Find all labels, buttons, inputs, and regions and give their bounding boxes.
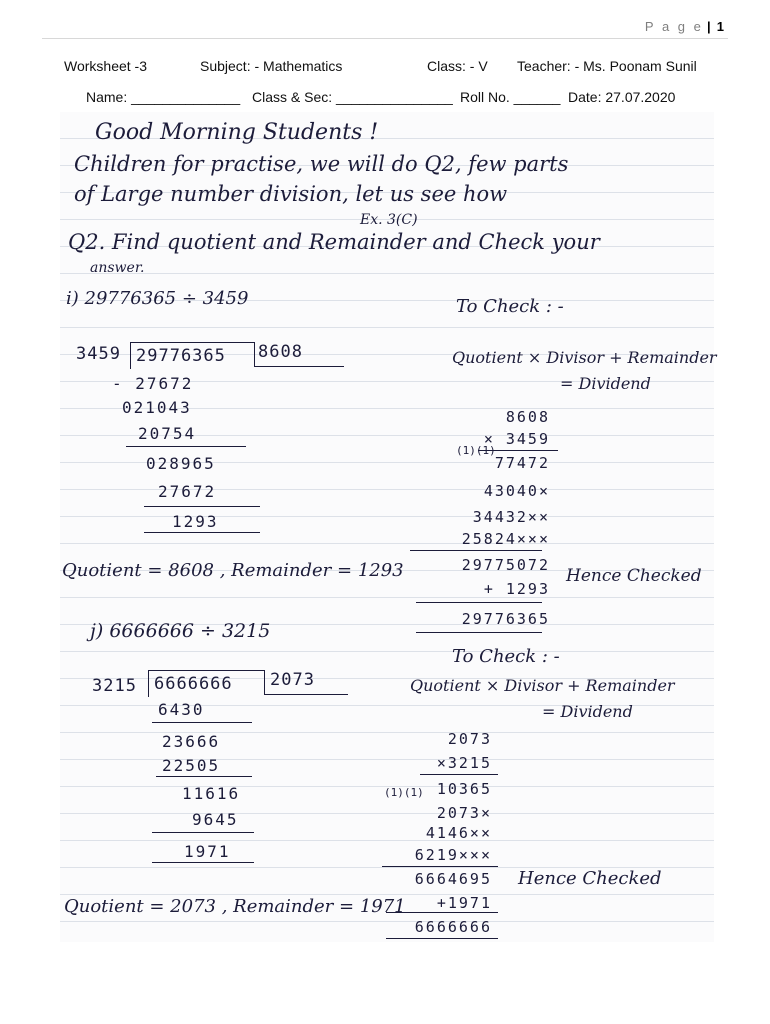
- roll-field: Roll No. ______: [460, 89, 561, 105]
- p1-mult-2: × 3459: [483, 430, 550, 448]
- p2-carry: (1)(1): [384, 786, 424, 799]
- p2-mult-rule-3: [386, 912, 498, 913]
- p1-step-5: 27672: [158, 482, 217, 501]
- p1-mult-5: 34432××: [472, 508, 550, 526]
- p1-quotient: 8608: [258, 342, 303, 362]
- p1-carry: (1)(1): [456, 444, 496, 457]
- p2-dividend: 6666666: [154, 674, 233, 694]
- p2-check-formula-2: = Dividend: [542, 702, 633, 721]
- question-line-2: answer.: [90, 260, 145, 276]
- p2-step-1: 6430: [158, 700, 205, 719]
- p1-rule-3: [144, 532, 260, 533]
- p1-check-title: To Check : -: [456, 296, 564, 317]
- p1-check-formula-2: = Dividend: [560, 374, 651, 393]
- p2-mult-8: +1971: [436, 894, 492, 912]
- p2-mult-rule-1: [420, 774, 498, 775]
- p2-step-5: 9645: [192, 810, 239, 829]
- page-number: P a g e | 1: [644, 19, 724, 34]
- date-label: Date: 27.07.2020: [568, 89, 676, 105]
- p1-step-2: 021043: [122, 398, 192, 417]
- handwritten-notes: [60, 112, 717, 942]
- p2-mult-5: 4146××: [425, 824, 492, 842]
- p1-divisor: 3459: [76, 344, 121, 364]
- exercise-ref: Ex. 3(C): [360, 212, 418, 228]
- p2-mult-7: 6664695: [414, 870, 492, 888]
- p2-rule-4: [152, 862, 254, 863]
- p2-mult-6: 6219×××: [414, 846, 492, 864]
- p1-step-3: 20754: [138, 424, 197, 443]
- p2-rule-1: [152, 722, 252, 723]
- p2-mult-rule-2: [382, 866, 498, 867]
- p2-rule-2: [156, 776, 252, 777]
- p2-check-title: To Check : -: [452, 646, 560, 667]
- p2-result: Quotient = 2073 , Remainder = 1971: [64, 896, 406, 917]
- worksheet-label: Worksheet -3: [64, 58, 147, 74]
- problem-1-label: i) 29776365 ÷ 3459: [66, 288, 249, 309]
- class-label: Class: - V: [427, 58, 488, 74]
- p1-mult-rule-2: [410, 550, 542, 551]
- p2-checked: Hence Checked: [518, 868, 662, 889]
- p2-divisor: 3215: [92, 676, 137, 696]
- p2-mult-2: ×3215: [436, 754, 492, 772]
- p1-quotient-rule: [254, 366, 344, 367]
- subject-label: Subject: - Mathematics: [200, 58, 343, 74]
- p2-quotient-bar: [264, 670, 265, 694]
- p1-checked: Hence Checked: [566, 566, 702, 586]
- p2-step-4: 11616: [182, 784, 241, 803]
- class-sec-field: Class & Sec: _______________: [252, 89, 453, 105]
- p2-quotient-rule: [264, 694, 348, 695]
- p1-step-4: 028965: [146, 454, 216, 473]
- p1-mult-8: + 1293: [483, 580, 550, 598]
- p1-mult-rule-3: [416, 602, 542, 603]
- intro-line-1: Children for practise, we will do Q2, few parts: [74, 152, 569, 176]
- teacher-label: Teacher: - Ms. Poonam Sunil: [517, 58, 697, 74]
- p1-result: Quotient = 8608 , Remainder = 1293: [62, 560, 404, 581]
- p2-rule-3: [152, 832, 254, 833]
- p2-check-formula-1: Quotient × Divisor + Remainder: [410, 676, 675, 695]
- p1-remainder: 1293: [172, 512, 219, 531]
- p1-mult-6: 25824×××: [461, 530, 550, 548]
- question-line-1: Q2. Find quotient and Remainder and Check your: [68, 230, 600, 254]
- p2-quotient: 2073: [270, 670, 315, 690]
- p2-step-2: 23666: [162, 732, 221, 751]
- p1-mult-9: 29776365: [461, 610, 550, 628]
- p2-mult-9: 6666666: [414, 918, 492, 936]
- greeting: Good Morning Students !: [95, 120, 379, 145]
- p1-dividend: 29776365: [136, 346, 226, 366]
- p1-rule-1: [126, 446, 246, 447]
- p2-step-3: 22505: [162, 756, 221, 775]
- p1-rule-2: [144, 506, 260, 507]
- p1-mult-1: 8608: [505, 408, 550, 426]
- header-rule: [42, 38, 728, 39]
- name-field: Name: ______________: [86, 89, 241, 105]
- p1-step-1: - 27672: [112, 374, 194, 393]
- p1-mult-3: 77472: [494, 454, 550, 472]
- p2-mult-3: 10365: [436, 780, 492, 798]
- p2-mult-1: 2073: [447, 730, 492, 748]
- p1-check-formula-1: Quotient × Divisor + Remainder: [452, 348, 717, 367]
- p1-mult-rule-1: [478, 450, 558, 451]
- p2-remainder: 1971: [184, 842, 231, 861]
- p1-mult-rule-4: [416, 632, 542, 633]
- p1-mult-4: 43040×: [483, 482, 550, 500]
- p2-mult-4: 2073×: [436, 804, 492, 822]
- problem-2-label: j) 6666666 ÷ 3215: [90, 620, 271, 642]
- p2-mult-rule-4: [386, 938, 498, 939]
- p1-mult-7: 29775072: [461, 556, 550, 574]
- intro-line-2: of Large number division, let us see how: [74, 182, 508, 206]
- p1-quotient-bar: [254, 342, 255, 366]
